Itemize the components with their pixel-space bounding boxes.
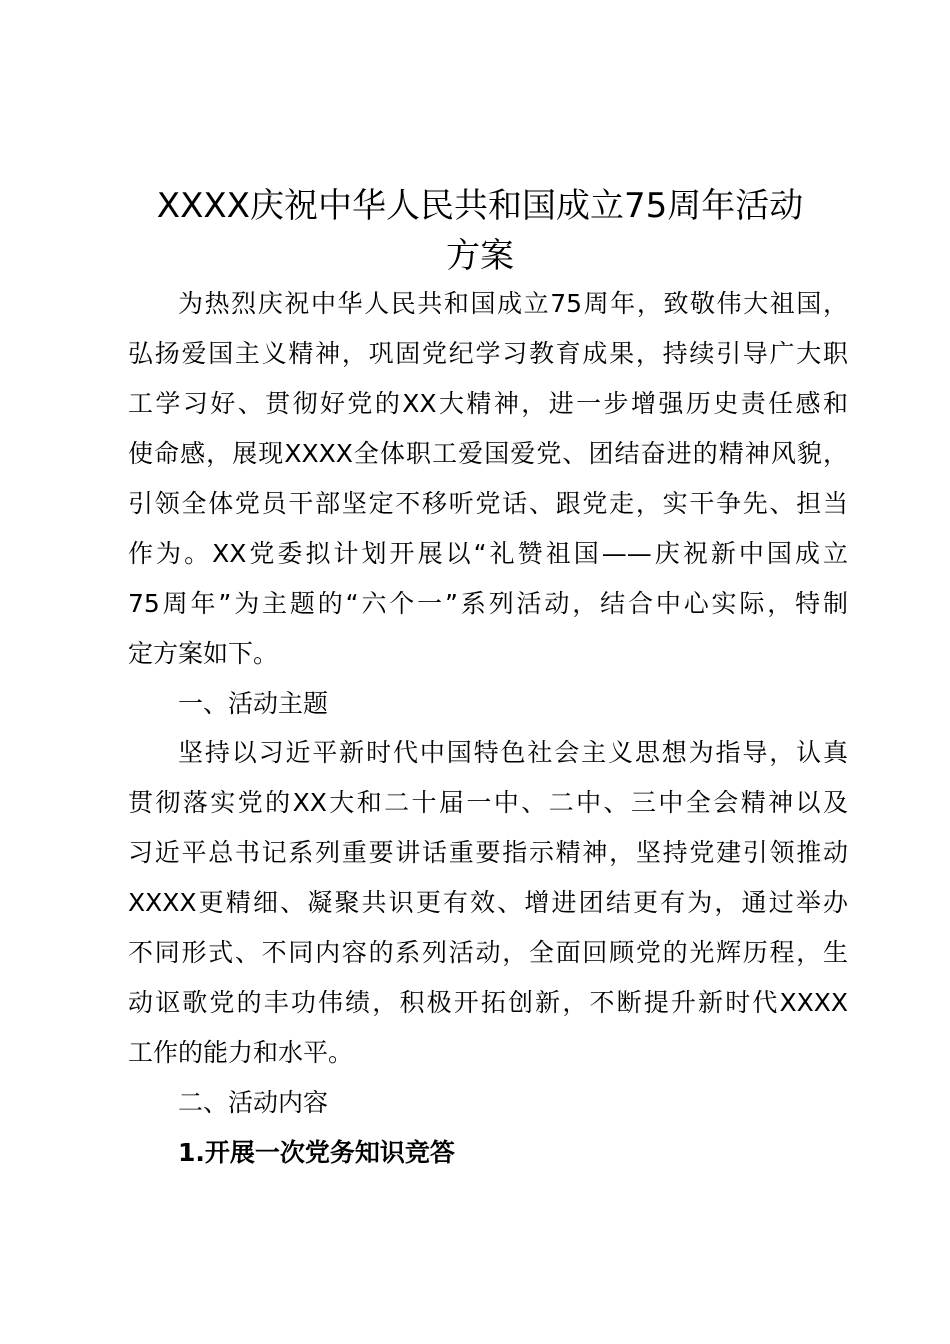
intro-line: 弘扬爱国主义精神，巩固党纪学习教育成果，持续引导广大职 [128,339,848,368]
document-title-line-2: 方案 [446,236,514,276]
section-1-line: 动讴歌党的丰功伟绩，积极开拓创新，不断提升新时代XXXX [128,988,848,1017]
section-1-line: 贯彻落实党的XX大和二十届一中、二中、三中全会精神以及 [128,788,848,817]
section-1-line: 不同形式、不同内容的系列活动，全面回顾党的光辉历程，生 [128,938,848,967]
intro-line: 作为。XX党委拟计划开展以“礼赞祖国——庆祝新中国成立 [128,539,848,568]
document-title-line-1: XXXX庆祝中华人民共和国成立75周年活动 [156,186,804,226]
intro-line: 引领全体党员干部坚定不移听党话、跟党走，实干争先、担当 [128,489,848,518]
intro-line: 定方案如下。 [128,639,279,668]
intro-line: 75周年”为主题的“六个一”系列活动，结合中心实际，特制 [128,589,848,618]
section-1-line: XXXX更精细、凝聚共识更有效、增进团结更有为，通过举办 [128,888,848,917]
section-1-line: 坚持以习近平新时代中国特色社会主义思想为指导，认真 [178,738,848,767]
section-1-line: 习近平总书记系列重要讲话重要指示精神，坚持党建引领推动 [128,838,848,867]
section-1-heading: 一、活动主题 [178,689,329,718]
intro-line: 使命感，展现XXXX全体职工爱国爱党、团结奋进的精神风貌， [128,439,848,468]
intro-line: 为热烈庆祝中华人民共和国成立75周年，致敬伟大祖国， [178,289,848,318]
section-2-item-1: 1.开展一次党务知识竞答 [178,1138,455,1167]
section-2-heading: 二、活动内容 [178,1088,329,1117]
intro-line: 工学习好、贯彻好党的XX大精神，进一步增强历史责任感和 [128,389,848,418]
section-1-line: 工作的能力和水平。 [128,1038,354,1067]
